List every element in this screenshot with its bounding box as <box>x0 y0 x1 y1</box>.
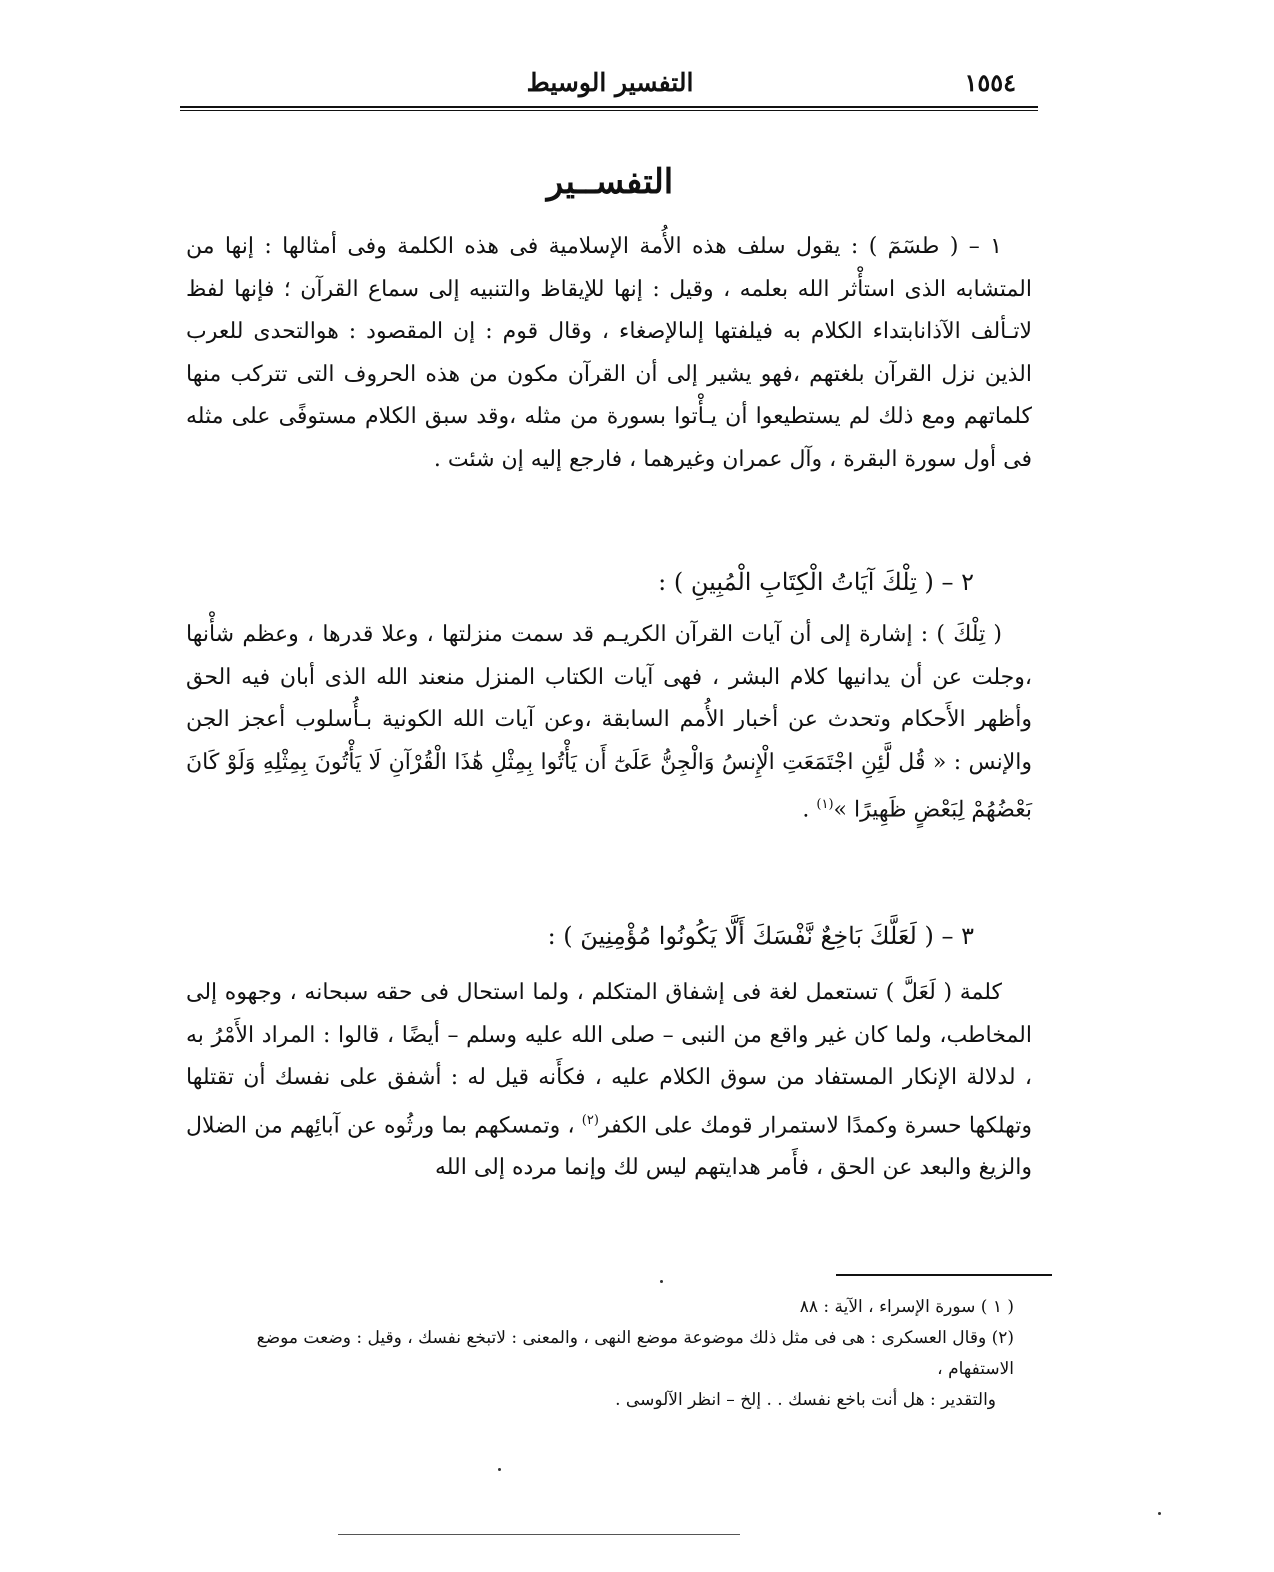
header-rule <box>180 106 1038 108</box>
section-title: التفســير <box>546 162 674 202</box>
running-title: التفسير الوسيط <box>526 68 694 97</box>
verse-3-heading: ٣ – ( لَعَلَّكَ بَاخِعٌ نَّفْسَكَ أَلَّا يَكُونُوا مُؤْمِنِينَ ) : <box>547 922 974 950</box>
paragraph-3 <box>186 972 1032 1190</box>
scan-speck <box>660 1280 663 1283</box>
page-number: ١٥٥٤ <box>964 68 1016 97</box>
scan-speck <box>498 1468 501 1471</box>
paragraph-3-body: كلمة ( لَعَلَّ ) تستعمل لغة فى إشفاق المتكلم ، ولما استحال فى حقه سبحانه ، وجهوه إلى المخاطب، ولما كان غير واقع من النبى – صلى الله عليه وسلم – أيضًا ، قالوا : المراد الأَمْرُ به ، لدلالة الإنكار المستفاد من سوق الكلام عليه ، فكأَنه قيل له : أشفق على نفسك أن تقتلها وتهلكها حسرة وكمدًا لاستمرار قومك على الكفر <box>186 980 1032 1138</box>
paragraph-3-text <box>186 972 1032 1190</box>
footnote-marker-1: (١) <box>816 797 834 812</box>
footnote-rule <box>836 1274 1052 1276</box>
paragraph-2 <box>186 614 1032 832</box>
scan-edge-line <box>338 1534 740 1535</box>
paragraph-2-text <box>186 614 1032 832</box>
paragraph-1 <box>186 226 1032 481</box>
paragraph-1-text: ١ – ( طسٓمٓ ) : يقول سلف هذه الأُمة الإسلامية فى هذه الكلمة وفى أمثالها : إنها من المتشابه الذى استأْثر الله بعلمه ، وقيل : إنها للإيقاظ والتنبيه إلى سماع القرآن ؛ فإنها لفظ لاتـألف الآذانابتداء الكلام به فيلفتها إلىالإصغاء ، وقال قوم : إن المقصود : هوالتحدى للعرب الذين نزل القرآن بلغتهم ،فهو يشير إلى أن القرآن مكون من هذه الحروف التى تتركب منها كلماتهم ومع ذلك لم يستطيعوا أن يـأْتوا بسورة من مثله ،وقد سبق الكلام مستوفًى على مثله فى أول سورة البقرة ، وآل عمران وغيرهما ، فارجع إليه إن شئت . <box>186 234 1032 472</box>
header-rule-thin <box>180 110 1038 111</box>
paragraph-2-end: . <box>802 797 817 823</box>
verse-2-heading: ٢ – ( تِلْكَ آيَاتُ الْكِتَابِ الْمُبِينِ ) : <box>658 568 974 596</box>
footnote-marker-2: (٢) <box>581 1112 599 1128</box>
footnote-2-line-1: (٢) وقال العسكرى : هى فى مثل ذلك موضوعة موضع النهى ، والمعنى : لاتبخع نفسك ، وقيل : وضعت موضع الاستفهام ، <box>256 1328 1014 1379</box>
footnote-1: ( ١ ) سورة الإسراء ، الآية : ٨٨ <box>799 1297 1014 1317</box>
running-header <box>182 62 1038 106</box>
footnote-2-line-2: والتقدير : هل أنت باخع نفسك . . إلخ – انظر الآلوسى . <box>615 1390 996 1410</box>
paragraph-2-body: ( تِلْكَ ) : إشارة إلى أن آيات القرآن الكريـم قد سمت منزلتها ، وعلا قدرها ، وعظم شأْنها ،وجلت عن أن يدانيها كلام البشر ، فهى آيات الكتاب المنزل منعند الله الذى أبان فيه الحق وأظهر الأَحكام وتحدث عن أخبار الأُمم السابقة ،وعن آيات الله الكونية بـأُسلوب أعجز الجن والإنس : « قُل لَّئِنِ اجْتَمَعَتِ الْإِنسُ وَالْجِنُّ عَلَىٰٓ أَن يَأْتُوا بِمِثْلِ هَٰذَا الْقُرْآنِ لَا يَأْتُونَ بِمِثْلِهِ وَلَوْ كَانَ بَعْضُهُمْ لِبَعْضٍ ظَهِيرًا » <box>186 622 1032 823</box>
footnotes <box>190 1292 1014 1416</box>
scan-speck <box>1158 1512 1161 1515</box>
paragraph-3-continuation: ، وتمسكهم بما ورثُوه عن آبائِهم من الضلال والزيغ والبعد عن الحق ، فأَمر هدايتهم ليس لك وإنما مرده إلى الله <box>186 1112 1032 1181</box>
